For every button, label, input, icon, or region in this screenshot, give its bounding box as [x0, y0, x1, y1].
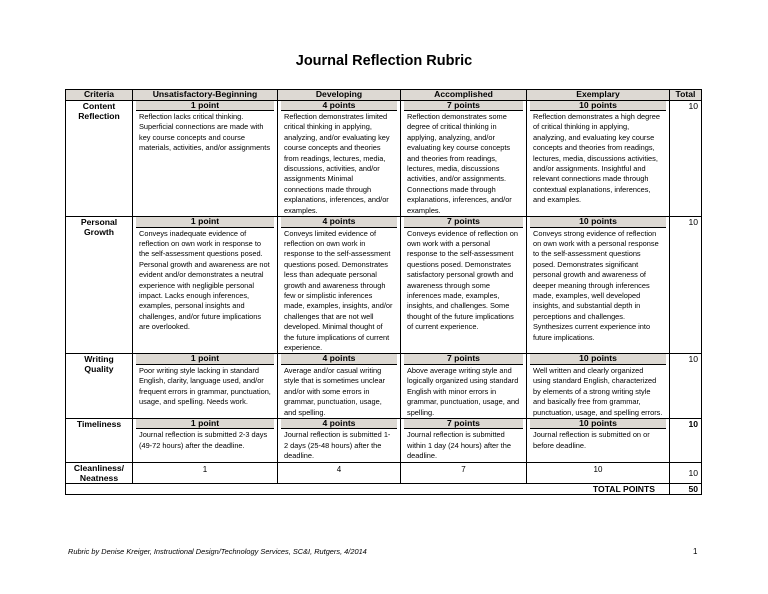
rubric-cell	[527, 100, 670, 217]
points-label: 7 points	[404, 217, 523, 228]
rubric-table	[65, 89, 702, 495]
rubric-cell	[527, 217, 670, 354]
criteria-label: Quality	[84, 364, 114, 375]
points-label: 10 points	[530, 419, 666, 430]
cell-description: Conveys evidence of reflection on own work with a personal response to the self-assessment questions posed. Demonstrates satisfactory personal growth and awareness through some inferences made, examples, insights, and challenges. Some thought of the future implications of current experience.	[407, 228, 518, 332]
cell-description: Conveys inadequate evidence of reflection on own work in response to the self-assessment questions posed. Personal growth and awareness are not evident and/or demonstrates a neutral experience with negligible personal impact. Lacks enough inferences, examples, personal insights and challenges, and/or future implications are overlooked.	[139, 228, 270, 332]
criteria-label: Growth	[83, 227, 115, 238]
rubric-cell	[527, 418, 670, 462]
table-row	[66, 462, 702, 483]
header-accomplished: Accomplished	[401, 90, 527, 101]
cell-description: Above average writing style and logically organized using standard English with minor errors in grammar, punctuation, usage, and spelling.	[407, 365, 520, 417]
document-title: Journal Reflection Rubric	[295, 53, 473, 69]
criteria-cell	[66, 354, 133, 419]
points-label: 7 points	[404, 101, 523, 112]
rubric-cell	[278, 100, 401, 217]
score-cell	[133, 462, 278, 483]
criteria-label: Writing	[84, 354, 114, 365]
rubric-cell	[133, 418, 278, 462]
score-value: 10	[593, 465, 603, 475]
cell-description: Conveys strong evidence of reflection on own work with a personal response to the self-assessment questions posed. Demonstrates significant personal growth and awareness of deeper meaning through inferences made, examples, well developed insights, and substantial depth in perceptions and challenges. Synthesizes current experience into future implications.	[533, 228, 659, 342]
score-value: 4	[336, 465, 342, 475]
points-label: 10 points	[530, 101, 666, 112]
criteria-label: Timeliness	[76, 418, 122, 429]
criteria-label: Content	[82, 100, 116, 111]
points-label: 4 points	[281, 217, 397, 228]
points-label: 10 points	[530, 217, 666, 228]
score-value: 7	[461, 465, 466, 475]
rubric-cell	[401, 217, 527, 354]
header-row	[66, 90, 702, 101]
header-developing: Developing	[278, 90, 401, 101]
points-label: 1 point	[136, 419, 274, 430]
rubric-cell	[527, 354, 670, 419]
header-total: Total	[670, 90, 702, 101]
points-label: 10 points	[530, 354, 666, 365]
rubric-cell	[401, 100, 527, 217]
row-total: 10	[670, 418, 702, 462]
score-cell	[401, 462, 527, 483]
row-total: 10	[670, 100, 702, 217]
total-points-label: TOTAL POINTS	[66, 483, 670, 494]
table-row	[66, 100, 702, 217]
criteria-cell	[66, 462, 133, 483]
cell-description: Conveys limited evidence of reflection on own work in response to the self-assessment questions posed. Demonstrates less than adequate personal growth and awareness through few or simplistic inferences made, examples, insights, and/or challenges that are not well developed. Minimal thought of the future implications of current experience.	[284, 228, 393, 353]
total-points-value: 50	[670, 483, 702, 494]
criteria-cell	[66, 217, 133, 354]
rubric-cell	[278, 418, 401, 462]
score-cell	[527, 462, 670, 483]
page-number: 1	[693, 547, 698, 556]
points-label: 4 points	[281, 419, 397, 430]
rubric-cell	[278, 217, 401, 354]
cell-description: Average and/or casual writing style that is sometimes unclear and/or with some errors in grammar, punctuation, usage, and spelling.	[284, 365, 386, 417]
rubric-cell	[401, 418, 527, 462]
points-label: 1 point	[136, 217, 274, 228]
header-unsatisfactory: Unsatisfactory-Beginning	[133, 90, 278, 101]
points-label: 4 points	[281, 354, 397, 365]
table-row	[66, 418, 702, 462]
cell-description: Reflection demonstrates a high degree of critical thinking in applying, analyzing, and evaluating key course concepts and theories from readings, lectures, media, discussions activities, and/or assignments. Insightful and relevant connections made through contextual explanations, inferences, and examples.	[533, 112, 660, 205]
cell-description: Journal reflection is submitted 2-3 days (49-72 hours) after the deadline.	[139, 430, 268, 450]
cell-description: Journal reflection is submitted within 1 day (24 hours) after the deadline.	[407, 430, 511, 461]
table-row	[66, 354, 702, 419]
cell-description: Reflection demonstrates limited critical thinking in applying, analyzing, and/or evaluating key course concepts and theories from readings, lectures, media, discussions, activities, and/or assignments Minimal connections made through explanations, inferences, and/or examples.	[284, 112, 390, 215]
cell-description: Reflection demonstrates some degree of critical thinking in applying, analyzing, and/or evaluating key course concepts and theories from readings, lectures, media, discussions activities, and/or assignments. Connections made through explanations, inferences, and/or examples.	[407, 112, 512, 215]
score-value: 1	[202, 465, 208, 475]
cell-description: Well written and clearly organized using standard English, characterized by elements of a strong writing style and basically free from grammar, punctuation, usage, and spelling errors.	[533, 365, 663, 417]
cell-description: Journal reflection is submitted 1-2 days (25-48 hours) after the deadline.	[284, 430, 391, 461]
criteria-label: Reflection	[78, 110, 120, 121]
criteria-cell	[66, 418, 133, 462]
rubric-cell	[133, 217, 278, 354]
points-label: 7 points	[404, 354, 523, 365]
rubric-cell	[401, 354, 527, 419]
row-total: 10	[670, 217, 702, 354]
score-cell	[278, 462, 401, 483]
cell-description: Reflection lacks critical thinking. Superficial connections are made with key course concepts and course materials, activities, and/or assignments	[139, 112, 271, 153]
cell-description: Poor writing style lacking in standard English, clarity, language used, and/or frequent errors in grammar, punctuation, usage, and spelling. Needs work.	[139, 365, 271, 407]
cell-description: Journal reflection is submitted on or before deadline.	[533, 430, 650, 450]
criteria-label: Cleanliness/	[73, 462, 125, 473]
row-total: 10	[670, 354, 702, 419]
header-exemplary: Exemplary	[527, 90, 670, 101]
rubric-cell	[133, 100, 278, 217]
total-points-row	[66, 483, 702, 494]
criteria-cell	[66, 100, 133, 217]
rubric-cell	[278, 354, 401, 419]
table-row	[66, 217, 702, 354]
points-label: 4 points	[281, 101, 397, 112]
header-criteria: Criteria	[66, 90, 133, 101]
points-label: 1 point	[136, 101, 274, 112]
criteria-label: Personal	[80, 217, 118, 228]
row-total: 10	[670, 462, 702, 483]
rubric-cell	[133, 354, 278, 419]
points-label: 1 point	[136, 354, 274, 365]
footer-credit: Rubric by Denise Kreiger, Instructional Design/Technology Services, SC&I, Rutgers, 4/2014	[68, 547, 367, 556]
points-label: 7 points	[404, 419, 523, 430]
criteria-label: Neatness	[79, 472, 119, 483]
